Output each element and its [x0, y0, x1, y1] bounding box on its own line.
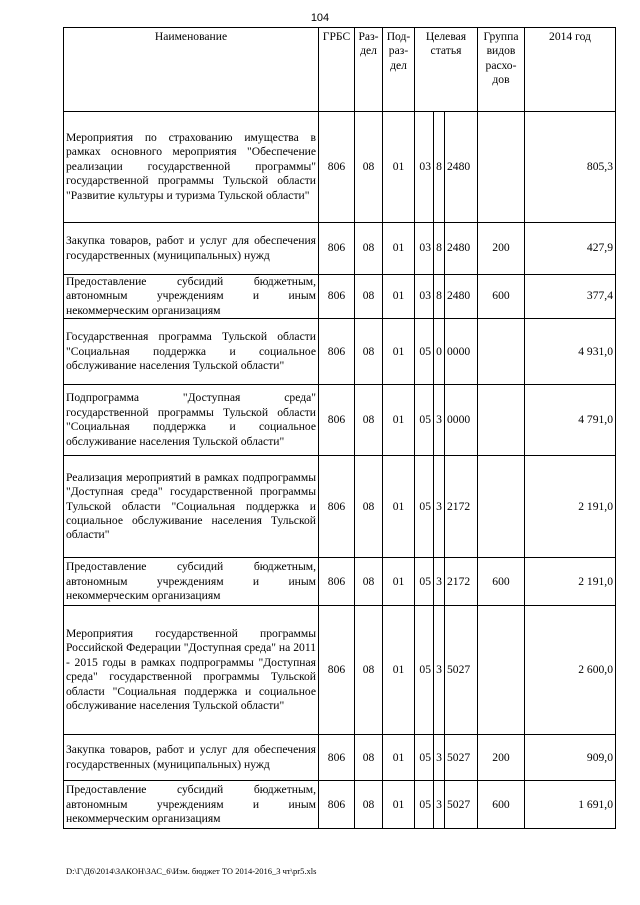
row-razdel-cell: 08	[355, 735, 383, 781]
row-razdel-cell: 08	[355, 606, 383, 735]
row-podrazdel-cell: 01	[383, 735, 415, 781]
row-target-subprogram-cell: 3	[434, 456, 445, 558]
row-target-program-cell: 05	[415, 385, 434, 456]
row-expense-group-cell: 600	[478, 781, 525, 829]
row-target-program-cell: 05	[415, 781, 434, 829]
row-name-cell: Закупка товаров, работ и услуг для обеспечения государственных (муниципальных) нужд	[64, 223, 319, 275]
row-name-cell: Подпрограмма "Доступная среда" государственной программы Тульской области "Социальная поддержка и социальное обслуживание населения Тульской области"	[64, 385, 319, 456]
table-row	[64, 781, 616, 829]
row-grbs-cell: 806	[319, 112, 355, 223]
header-name: Наименование	[64, 28, 319, 112]
row-name-cell: Мероприятия по страхованию имущества в рамках основного мероприятия "Обеспечение реализации государственной программы" государственной программы Тульской области "Развитие культуры и туризма Тульской области"	[64, 112, 319, 223]
row-grbs-cell: 806	[319, 456, 355, 558]
row-name-cell: Закупка товаров, работ и услуг для обеспечения государственных (муниципальных) нужд	[64, 735, 319, 781]
row-target-program-cell: 05	[415, 456, 434, 558]
row-expense-group-cell	[478, 112, 525, 223]
row-podrazdel-cell: 01	[383, 112, 415, 223]
row-expense-group-cell: 600	[478, 558, 525, 606]
row-target-subprogram-cell: 3	[434, 735, 445, 781]
table-row	[64, 223, 616, 275]
row-grbs-cell: 806	[319, 385, 355, 456]
row-amount-cell: 805,3	[525, 112, 616, 223]
table-body	[64, 112, 616, 829]
budget-table	[63, 27, 616, 829]
row-target-direction-cell: 5027	[445, 781, 478, 829]
row-podrazdel-cell: 01	[383, 275, 415, 319]
table-row	[64, 606, 616, 735]
table-row	[64, 456, 616, 558]
row-amount-cell: 4 791,0	[525, 385, 616, 456]
row-target-program-cell: 03	[415, 112, 434, 223]
row-grbs-cell: 806	[319, 558, 355, 606]
table-row	[64, 275, 616, 319]
row-razdel-cell: 08	[355, 456, 383, 558]
row-razdel-cell: 08	[355, 319, 383, 385]
table-row	[64, 319, 616, 385]
row-name-cell: Реализация мероприятий в рамках подпрограммы "Доступная среда" государственной программы Тульской области "Социальная поддержка и социальное обслуживание населения Тульской области"	[64, 456, 319, 558]
row-amount-cell: 4 931,0	[525, 319, 616, 385]
header-podrazdel: Под- раз- дел	[383, 28, 415, 112]
file-path-footer: D:\Г\Д6\2014\ЗАКОН\ЗАС_6\Изм. бюджет ТО 2014-2016_3 чт\pr5.xls	[66, 866, 317, 876]
row-grbs-cell: 806	[319, 781, 355, 829]
page-number: 104	[310, 12, 330, 24]
row-target-direction-cell: 0000	[445, 385, 478, 456]
header-year: 2014 год	[525, 28, 616, 112]
row-podrazdel-cell: 01	[383, 385, 415, 456]
row-target-subprogram-cell: 8	[434, 275, 445, 319]
row-target-subprogram-cell: 3	[434, 385, 445, 456]
row-name-cell: Предоставление субсидий бюджетным, автономным учреждениям и иным некоммерческим организациям	[64, 781, 319, 829]
row-expense-group-cell: 200	[478, 735, 525, 781]
row-amount-cell: 427,9	[525, 223, 616, 275]
row-name-cell: Предоставление субсидий бюджетным, автономным учреждениям и иным некоммерческим организациям	[64, 558, 319, 606]
row-podrazdel-cell: 01	[383, 781, 415, 829]
row-target-program-cell: 05	[415, 558, 434, 606]
row-target-direction-cell: 2172	[445, 456, 478, 558]
header-expense-group: Группа видов расхо- дов	[478, 28, 525, 112]
row-amount-cell: 2 600,0	[525, 606, 616, 735]
row-amount-cell: 2 191,0	[525, 558, 616, 606]
row-target-program-cell: 03	[415, 275, 434, 319]
row-grbs-cell: 806	[319, 223, 355, 275]
row-target-direction-cell: 2172	[445, 558, 478, 606]
row-target-subprogram-cell: 0	[434, 319, 445, 385]
header-grbs: ГРБС	[319, 28, 355, 112]
row-amount-cell: 909,0	[525, 735, 616, 781]
row-grbs-cell: 806	[319, 319, 355, 385]
row-podrazdel-cell: 01	[383, 606, 415, 735]
table-row	[64, 558, 616, 606]
row-expense-group-cell	[478, 319, 525, 385]
row-razdel-cell: 08	[355, 275, 383, 319]
row-target-direction-cell: 5027	[445, 606, 478, 735]
row-target-program-cell: 05	[415, 735, 434, 781]
table-row	[64, 735, 616, 781]
row-target-subprogram-cell: 3	[434, 781, 445, 829]
row-target-direction-cell: 2480	[445, 275, 478, 319]
row-expense-group-cell: 200	[478, 223, 525, 275]
row-target-subprogram-cell: 8	[434, 223, 445, 275]
row-target-direction-cell: 5027	[445, 735, 478, 781]
header-target-article: Целевая статья	[415, 28, 478, 112]
row-target-direction-cell: 2480	[445, 223, 478, 275]
row-expense-group-cell	[478, 456, 525, 558]
row-name-cell: Мероприятия государственной программы Российской Федерации "Доступная среда" на 2011 - 2015 годы в рамках подпрограммы "Доступная среда" государственной программы Тульской области "Социальная поддержка и социальное обслуживание населения Тульской области"	[64, 606, 319, 735]
row-expense-group-cell	[478, 606, 525, 735]
row-expense-group-cell	[478, 385, 525, 456]
row-podrazdel-cell: 01	[383, 223, 415, 275]
row-grbs-cell: 806	[319, 606, 355, 735]
row-target-direction-cell: 2480	[445, 112, 478, 223]
table-row	[64, 385, 616, 456]
row-grbs-cell: 806	[319, 275, 355, 319]
row-podrazdel-cell: 01	[383, 319, 415, 385]
row-name-cell: Государственная программа Тульской области "Социальная поддержка и социальное обслуживание населения Тульской области"	[64, 319, 319, 385]
header-razdel: Раз- дел	[355, 28, 383, 112]
row-target-subprogram-cell: 3	[434, 558, 445, 606]
row-amount-cell: 377,4	[525, 275, 616, 319]
row-podrazdel-cell: 01	[383, 456, 415, 558]
row-target-subprogram-cell: 8	[434, 112, 445, 223]
row-amount-cell: 1 691,0	[525, 781, 616, 829]
row-target-program-cell: 05	[415, 606, 434, 735]
row-target-program-cell: 03	[415, 223, 434, 275]
header-row	[64, 28, 616, 112]
row-razdel-cell: 08	[355, 385, 383, 456]
row-razdel-cell: 08	[355, 558, 383, 606]
row-name-cell: Предоставление субсидий бюджетным, автономным учреждениям и иным некоммерческим организациям	[64, 275, 319, 319]
row-expense-group-cell: 600	[478, 275, 525, 319]
row-target-subprogram-cell: 3	[434, 606, 445, 735]
row-razdel-cell: 08	[355, 112, 383, 223]
table-row	[64, 112, 616, 223]
row-target-program-cell: 05	[415, 319, 434, 385]
row-grbs-cell: 806	[319, 735, 355, 781]
row-razdel-cell: 08	[355, 781, 383, 829]
row-razdel-cell: 08	[355, 223, 383, 275]
row-target-direction-cell: 0000	[445, 319, 478, 385]
row-amount-cell: 2 191,0	[525, 456, 616, 558]
row-podrazdel-cell: 01	[383, 558, 415, 606]
